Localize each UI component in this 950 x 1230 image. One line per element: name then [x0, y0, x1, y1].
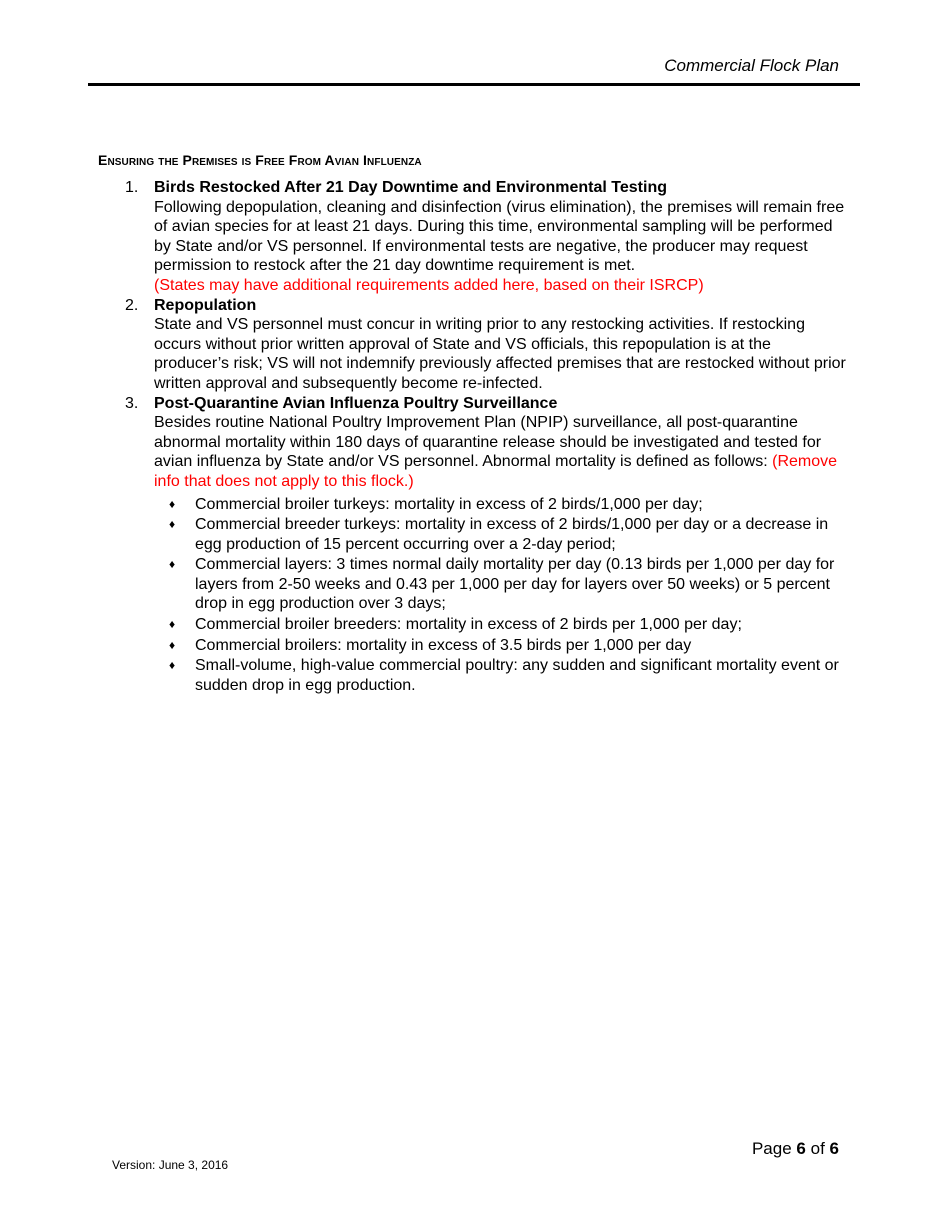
list-item: [154, 515, 850, 554]
item-body-text: Besides routine National Poultry Improvement Plan (NPIP) surveillance, all post-quarantine abnormal mortality within 180 days of quarantine release should be investigated and tested for avian influenza by State and/or VS personnel. Abnormal mortality is defined as follows:: [154, 414, 822, 471]
item-paragraph: [154, 413, 850, 491]
page-current: 6: [796, 1139, 806, 1158]
item-title: Birds Restocked After 21 Day Downtime and Environmental Testing: [154, 179, 667, 196]
item-number: 2.: [125, 296, 139, 314]
document-header-title: Commercial Flock Plan: [664, 56, 839, 75]
item-number: 3.: [125, 394, 139, 412]
item-number: 1.: [125, 179, 139, 196]
page-total: 6: [829, 1139, 839, 1158]
list-item-text: Commercial broiler breeders: mortality in excess of 2 birds per 1,000 per day;: [195, 616, 742, 634]
header-divider: [88, 83, 860, 86]
page-number: [752, 1139, 839, 1159]
diamond-bullet-icon: ♦: [169, 517, 176, 532]
item-title: Repopulation: [154, 296, 257, 314]
remove-info-note: (Remove info that does not apply to this flock.): [154, 453, 838, 490]
item-title: Post-Quarantine Avian Influenza Poultry Surveillance: [154, 394, 558, 412]
item-body-text: State and VS personnel must concur in writing prior to any restocking activities. If restocking occurs without prior written approval of State and VS officials, this repopulation is at the producer’s risk; VS will not indemnify previously affected premises that are restocked without prior written approval and subsequently become re-infected.: [154, 316, 846, 392]
list-item: [154, 656, 850, 695]
list-item: [154, 495, 850, 515]
document-body: [0, 178, 950, 696]
numbered-item-1: [0, 178, 950, 296]
page-word: Page: [751, 1139, 792, 1158]
state-requirements-note: (States may have additional requirements added here, based on their ISRCP): [154, 276, 704, 294]
list-item: [154, 636, 850, 656]
item-body-text: Following depopulation, cleaning and disinfection (virus elimination), the premises will remain free of avian species for at least 21 days. During this time, environmental sampling will be performed by State and/or VS personnel. If environmental tests are negative, the producer may request permission to restock after the 21 day downtime requirement is met.: [154, 198, 845, 275]
diamond-bullet-icon: ♦: [169, 557, 176, 572]
list-item-text: Commercial broilers: mortality in excess of 3.5 birds per 1,000 per day: [195, 636, 692, 654]
list-item-text: Commercial broiler turkeys: mortality in excess of 2 birds/1,000 per day;: [195, 495, 703, 513]
diamond-bullet-icon: ♦: [169, 637, 176, 652]
list-item-text: Small-volume, high-value commercial poultry: any sudden and significant mortality event or sudden drop in egg production.: [195, 657, 839, 694]
version-label: Version: June 3, 2016: [112, 1158, 229, 1172]
mortality-bullet-list: [154, 495, 850, 696]
diamond-bullet-icon: ♦: [169, 617, 176, 632]
numbered-item-3: [0, 394, 950, 696]
page-of-word: of: [810, 1139, 825, 1158]
list-item-text: Commercial layers: 3 times normal daily mortality per day (0.13 birds per 1,000 per day for layers from 2-50 weeks and 0.43 per 1,000 per day for layers over 50 weeks) or 5 percent drop in egg production over 3 days;: [195, 556, 835, 613]
item-paragraph: [154, 315, 850, 393]
item-paragraph: [154, 198, 850, 296]
numbered-item-2: [0, 296, 950, 394]
list-item: [154, 555, 850, 614]
diamond-bullet-icon: ♦: [169, 496, 176, 511]
section-heading: Ensuring the Premises is Free From Avian Influenza: [98, 152, 422, 168]
list-item: [154, 615, 850, 635]
list-item-text: Commercial breeder turkeys: mortality in excess of 2 birds/1,000 per day or a decrease in egg production of 15 percent occurring over a 2-day period;: [195, 516, 829, 553]
diamond-bullet-icon: ♦: [169, 658, 176, 673]
